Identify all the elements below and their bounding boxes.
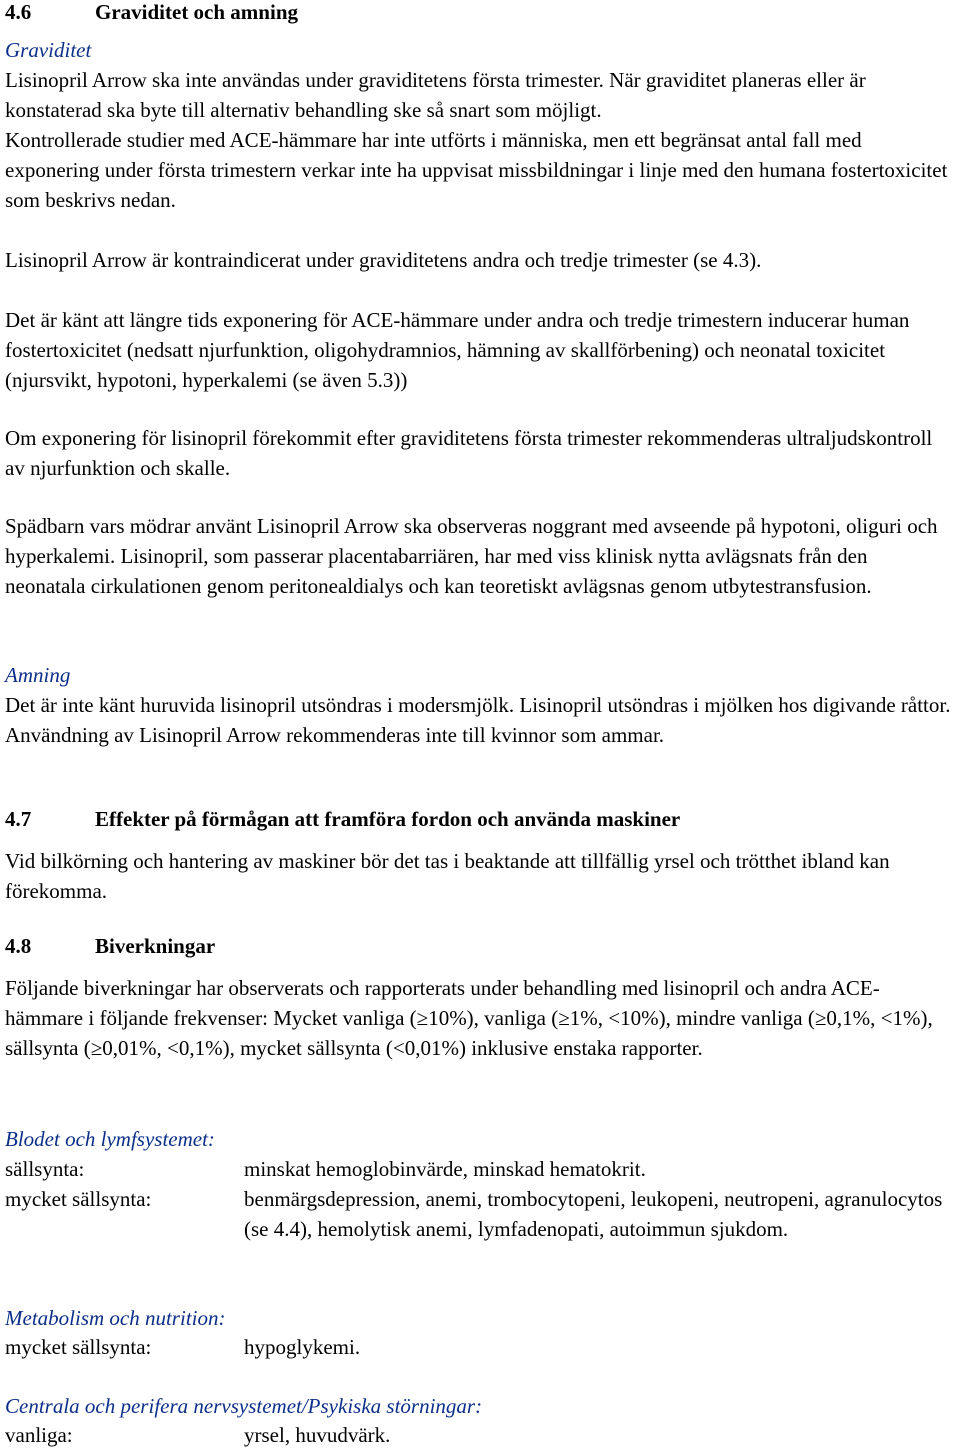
- paragraph: Vid bilkörning och hantering av maskiner bör det tas i beaktande att tillfällig yrsel och trötthet ibland kan förekomma.: [5, 849, 890, 903]
- group-heading: Metabolism och nutrition:: [5, 1306, 226, 1330]
- subheading-amning: Amning: [5, 663, 71, 687]
- section-heading-4-6: [5, 0, 298, 27]
- frequency-value: yrsel, huvudvärk.: [244, 1423, 391, 1447]
- section-heading-4-8: [5, 931, 215, 961]
- paragraph: Följande biverkningar har observerats och rapporterats under behandling med lisinopril och andra ACE-hämmare i följande frekvenser: Mycket vanliga (≥10%), vanliga (≥1%, <10%), mindre vanliga (≥0,1%, <1%), sällsynta (≥0,01%, <0,1%), mycket sällsynta (<0,01%) inklusive enstaka rapporter.: [5, 976, 933, 1060]
- paragraph: Lisinopril Arrow ska inte användas under graviditetens första trimester. När graviditet planeras eller är konstaterad ska byte till alternativ behandling ske så snart som möjligt.: [5, 68, 866, 122]
- section-number: 4.7: [5, 807, 32, 831]
- section-number: 4.8: [5, 934, 32, 958]
- paragraph: Spädbarn vars mödrar använt Lisinopril Arrow ska observeras noggrant med avseende på hypotoni, oliguri och hyperkalemi. Lisinopril, som passerar placentabarriären, har med viss klinisk nytta avlägsnats från den neonatala cirkulationen genom peritonealdialys och kan teoretiskt avlägsnas genom utbytestransfusion.: [5, 514, 938, 598]
- subheading-graviditet: Graviditet: [5, 38, 92, 62]
- paragraph: Om exponering för lisinopril förekommit efter graviditetens första trimester rekommenderas ultraljudskontroll av njurfunktion och skalle.: [5, 426, 933, 480]
- frequency-value: hypoglykemi.: [244, 1335, 361, 1359]
- paragraph: Det är inte känt huruvida lisinopril utsöndras i modersmjölk. Lisinopril utsöndras i mjölken hos digivande råttor. Användning av Lisinopril Arrow rekommenderas inte till kvinnor som ammar.: [5, 693, 951, 747]
- frequency-label: sällsynta:: [5, 1157, 85, 1181]
- section-title: Biverkningar: [95, 934, 216, 958]
- section-number: 4.6: [5, 0, 32, 24]
- group-heading: Blodet och lymfsystemet:: [5, 1127, 215, 1151]
- frequency-label: vanliga:: [5, 1423, 73, 1447]
- frequency-value: minskat hemoglobinvärde, minskad hematokrit.: [244, 1157, 646, 1181]
- frequency-value: benmärgsdepression, anemi, trombocytopeni, leukopeni, neutropeni, agranulocytos (se 4.4), hemolytisk anemi, lymfadenopati, autoimmun sjukdom.: [244, 1187, 943, 1241]
- paragraph: Lisinopril Arrow är kontraindicerat under graviditetens andra och tredje trimester (se 4.3).: [5, 248, 762, 272]
- group-heading: Centrala och perifera nervsystemet/Psykiska störningar:: [5, 1394, 483, 1418]
- paragraph: Kontrollerade studier med ACE-hämmare har inte utförts i människa, men ett begränsat antal fall med exponering under första trimestern verkar inte ha uppvisat missbildningar i linje med den humana fostertoxicitet som beskrivs nedan.: [5, 128, 948, 212]
- frequency-label: mycket sällsynta:: [5, 1335, 152, 1359]
- paragraph: Det är känt att längre tids exponering för ACE-hämmare under andra och tredje trimestern inducerar human fostertoxicitet (nedsatt njurfunktion, oligohydramnios, hämning av skallförbening) och neonatal toxicitet (njursvikt, hypotoni, hyperkalemi (se även 5.3)): [5, 308, 910, 392]
- section-heading-4-7: [5, 804, 680, 834]
- frequency-label: mycket sällsynta:: [5, 1187, 152, 1211]
- section-title: Effekter på förmågan att framföra fordon och använda maskiner: [95, 807, 681, 831]
- section-title: Graviditet och amning: [95, 0, 298, 24]
